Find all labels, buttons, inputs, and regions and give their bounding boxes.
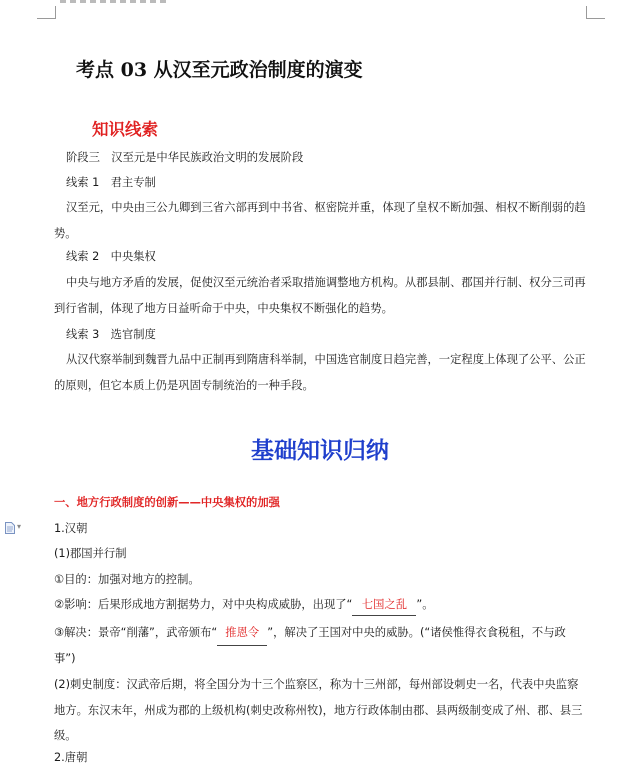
clue3-label: 线索 3 选官制度 (66, 328, 156, 341)
margin-corner-right (586, 6, 605, 19)
solve-after: ”，解决了王国对中央的威胁。(“诸侯惟得衣食税租，不与政事”) (54, 626, 566, 665)
han-heading: 1.汉朝 (54, 522, 88, 535)
solve-fill: 推恩令 (217, 620, 267, 646)
margin-corner-left (37, 6, 56, 19)
solve-before: ③解决：景帝“削藩”，武帝颁布“ (54, 626, 218, 639)
jg-label: (1)郡国并行制 (54, 547, 127, 560)
header-rule (60, 0, 170, 3)
clue-heading: 知识线索 (92, 120, 158, 139)
section1-heading: 一、地方行政制度的创新——中央集权的加强 (54, 496, 280, 509)
clue2-text: 中央与地方矛盾的发展，促使汉至元统治者采取措施调整地方机构。从郡县制、郡国并行制、权分三司再到行省制，体现了地方日益听命于中央，中央集权不断强化的趋势。 (54, 276, 586, 315)
aim-line: ①目的：加强对地方的控制。 (54, 573, 200, 586)
impact-line (54, 595, 434, 616)
tang-heading: 2.唐朝 (54, 751, 88, 764)
document-icon[interactable] (5, 522, 15, 534)
clue2-label: 线索 2 中央集权 (66, 250, 156, 263)
solve-paragraph (54, 620, 586, 671)
chevron-down-icon[interactable]: ▾ (17, 522, 22, 531)
stage-line: 阶段三 汉至元是中华民族政治文明的发展阶段 (66, 151, 304, 164)
basic-heading: 基础知识归纳 (251, 437, 389, 464)
clue1-text: 汉至元，中央由三公九卿到三省六部再到中书省、枢密院并重，体现了皇权不断加强、相权不断削弱的趋势。 (54, 201, 586, 240)
impact-after: ”。 (416, 598, 434, 611)
cishi-paragraph: (2)刺史制度：汉武帝后期，将全国分为十三个监察区，称为十三州部，每州部设刺史一名，代表中央监察地方。东汉末年，州成为郡的上级机构(刺史改称州牧)，地方行政体制由郡、县两级制变成了州、郡、县三级。 (54, 678, 583, 742)
clue3-text: 从汉代察举制到魏晋九品中正制再到隋唐科举制，中国选官制度日趋完善，一定程度上体现了公平、公正的原则，但它本质上仍是巩固专制统治的一种手段。 (54, 353, 586, 392)
clue1-label: 线索 1 君主专制 (66, 176, 156, 189)
impact-before: ②影响：后果形成地方割据势力，对中央构成威胁，出现了“ (54, 598, 353, 611)
page-title: 考点 03 从汉至元政治制度的演变 (76, 59, 363, 81)
impact-fill: 七国之乱 (352, 595, 416, 616)
